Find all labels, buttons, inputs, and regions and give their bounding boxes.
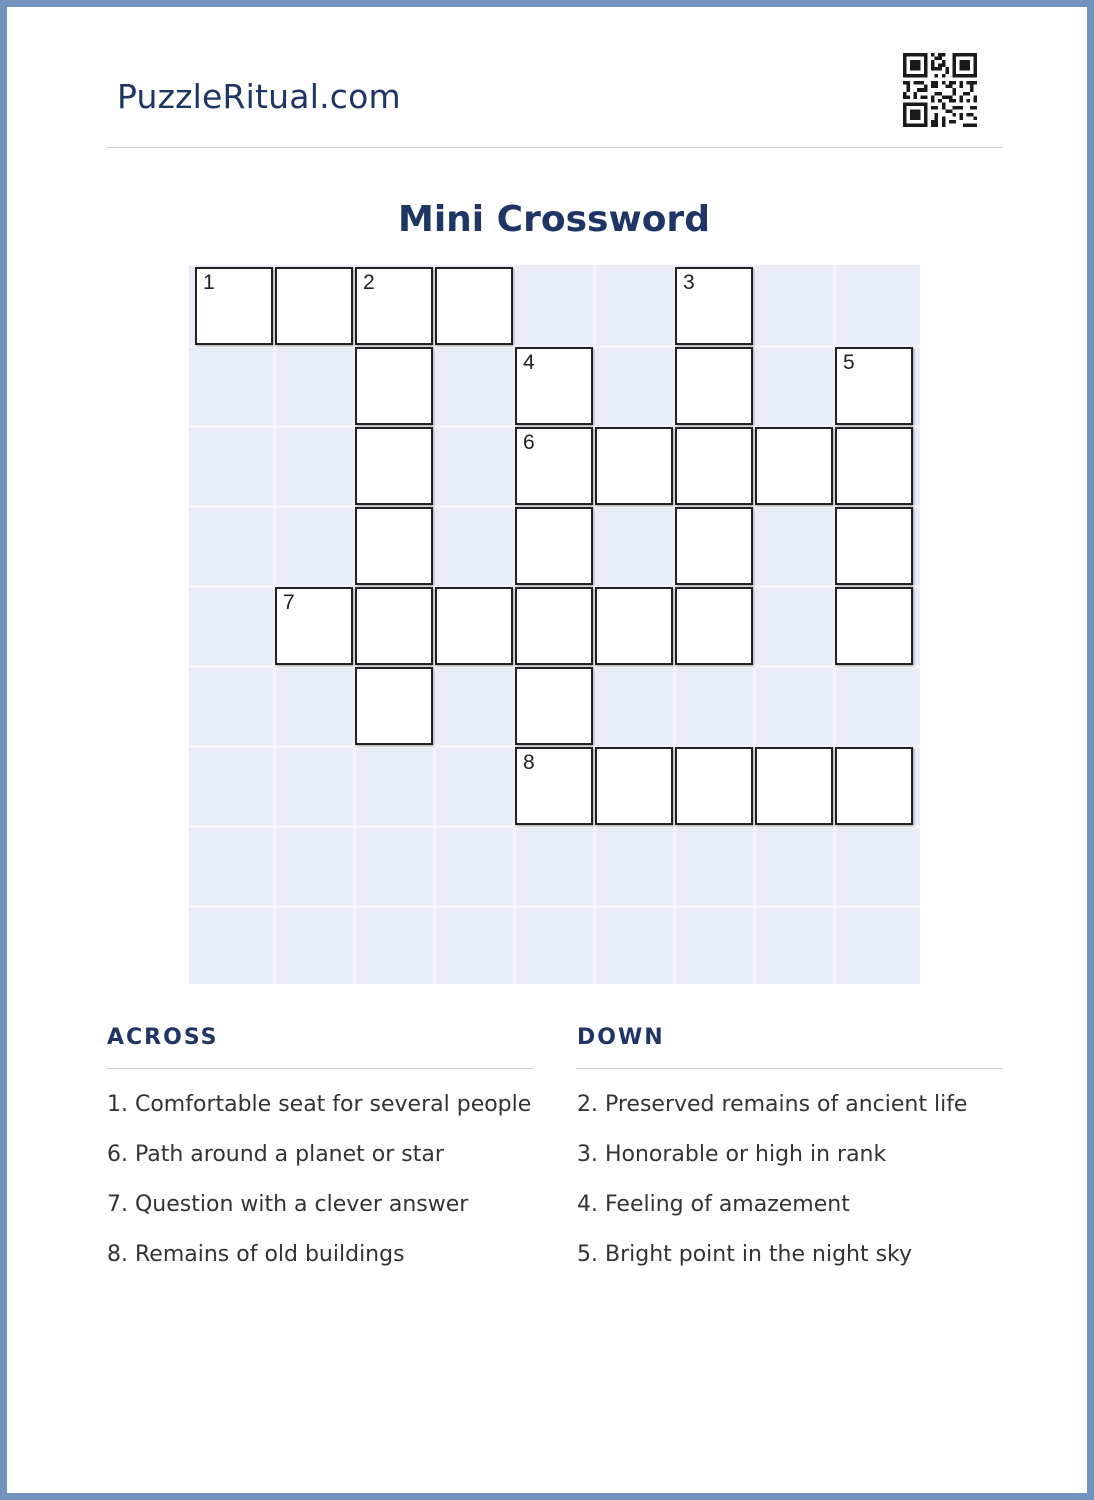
- crossword-cell[interactable]: [595, 587, 673, 665]
- crossword-cell[interactable]: [755, 747, 833, 825]
- down-clue: 2. Preserved remains of ancient life: [577, 1092, 968, 1117]
- across-divider: [107, 1068, 533, 1069]
- grid-line: [189, 825, 920, 828]
- clue-number: 4: [523, 351, 535, 374]
- crossword-cell[interactable]: [275, 587, 353, 665]
- site-name: PuzzleRitual.com: [117, 77, 401, 116]
- clue-number: 7: [283, 591, 295, 614]
- header-divider: [107, 147, 1003, 148]
- down-heading: DOWN: [577, 1025, 665, 1050]
- crossword-cell[interactable]: [595, 427, 673, 505]
- grid-line: [753, 265, 756, 984]
- crossword-cell[interactable]: [675, 267, 753, 345]
- grid-line: [189, 905, 920, 908]
- crossword-cell[interactable]: [675, 747, 753, 825]
- crossword-cell[interactable]: [515, 747, 593, 825]
- across-clue: 6. Path around a planet or star: [107, 1142, 444, 1167]
- crossword-grid: [189, 265, 920, 984]
- page-title: Mini Crossword: [398, 199, 710, 240]
- crossword-cell[interactable]: [835, 587, 913, 665]
- crossword-cell[interactable]: [515, 347, 593, 425]
- crossword-cell[interactable]: [275, 267, 353, 345]
- clue-number: 1: [203, 271, 215, 294]
- down-clue: 4. Feeling of amazement: [577, 1192, 850, 1217]
- crossword-cell[interactable]: [435, 587, 513, 665]
- across-clues: [107, 1025, 533, 1287]
- down-divider: [577, 1068, 1003, 1069]
- crossword-cell[interactable]: [835, 427, 913, 505]
- crossword-cell[interactable]: [435, 267, 513, 345]
- across-clue: 7. Question with a clever answer: [107, 1192, 469, 1217]
- clue-number: 5: [843, 351, 855, 374]
- crossword-cell[interactable]: [675, 347, 753, 425]
- crossword-cell[interactable]: [675, 587, 753, 665]
- crossword-cell[interactable]: [355, 427, 433, 505]
- crossword-cell[interactable]: [835, 507, 913, 585]
- qr-code-icon: [903, 53, 977, 127]
- crossword-cell[interactable]: [755, 427, 833, 505]
- crossword-cell[interactable]: [515, 587, 593, 665]
- crossword-cell[interactable]: [675, 427, 753, 505]
- crossword-cell[interactable]: [835, 347, 913, 425]
- clue-number: 8: [523, 751, 535, 774]
- down-clues: [577, 1025, 1003, 1287]
- down-clue: 5. Bright point in the night sky: [577, 1242, 913, 1267]
- crossword-cell[interactable]: [355, 267, 433, 345]
- crossword-cell[interactable]: [675, 507, 753, 585]
- crossword-cell[interactable]: [355, 587, 433, 665]
- down-clue: 3. Honorable or high in rank: [577, 1142, 887, 1167]
- crossword-cell[interactable]: [515, 507, 593, 585]
- crossword-cell[interactable]: [515, 667, 593, 745]
- crossword-cell[interactable]: [355, 347, 433, 425]
- crossword-cell[interactable]: [355, 507, 433, 585]
- crossword-cell[interactable]: [835, 747, 913, 825]
- crossword-cell[interactable]: [515, 427, 593, 505]
- crossword-cell[interactable]: [195, 267, 273, 345]
- across-clue: 8. Remains of old buildings: [107, 1242, 405, 1267]
- crossword-cell[interactable]: [355, 667, 433, 745]
- clue-number: 2: [363, 271, 375, 294]
- across-clue: 1. Comfortable seat for several people: [107, 1092, 532, 1117]
- crossword-cell[interactable]: [595, 747, 673, 825]
- clue-number: 3: [683, 271, 695, 294]
- across-heading: ACROSS: [107, 1025, 219, 1050]
- clue-number: 6: [523, 431, 535, 454]
